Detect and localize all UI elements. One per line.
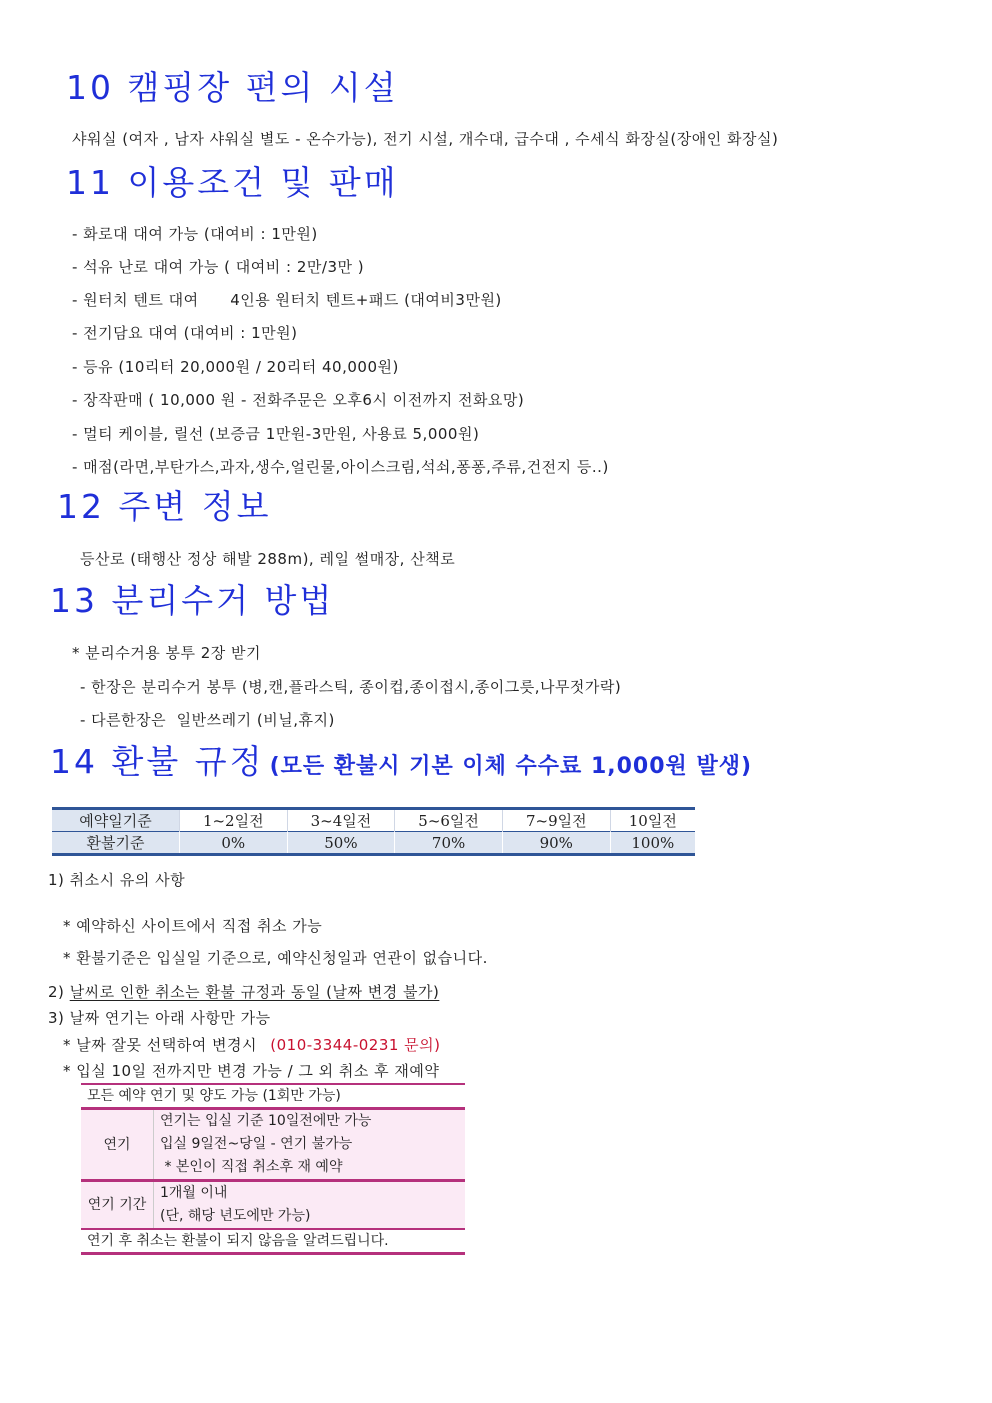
- s11-item: - 전기담요 대여 (대여비 : 1만원): [72, 324, 298, 342]
- table-cell: 1~2일전: [179, 809, 287, 832]
- postpone-table: [81, 1083, 465, 1255]
- table-cell: 예약일기준: [52, 809, 179, 832]
- postpone-label: 연기: [81, 1109, 154, 1181]
- s11-item: - 석유 난로 대여 가능 ( 대여비 : 2만/3만 ): [72, 258, 365, 276]
- s13-item: - 다른한장은 일반쓰레기 (비닐,휴지): [80, 711, 335, 729]
- note-3-item: * 입실 10일 전까지만 변경 가능 / 그 외 취소 후 재예약: [63, 1062, 440, 1080]
- s11-item: - 멀티 케이블, 릴선 (보증금 1만원-3만원, 사용료 5,000원): [72, 425, 480, 443]
- postpone-line: * 본인이 직접 취소후 재 예약: [160, 1159, 343, 1175]
- table-cell: 7~9일전: [502, 809, 610, 832]
- postpone-line: 연기는 입실 기준 10일전에만 가능: [160, 1113, 372, 1129]
- s11-item: - 화로대 대여 가능 (대여비 : 1만원): [72, 225, 318, 243]
- note-1-item: * 환불기준은 입실일 기준으로, 예약신청일과 연관이 없습니다.: [63, 949, 488, 967]
- note-1-title: 1) 취소시 유의 사항: [48, 871, 186, 889]
- s11-item: - 장작판매 ( 10,000 원 - 전화주문은 오후6시 이전까지 전화요망): [72, 391, 525, 409]
- section-14-heading-row: [50, 742, 752, 788]
- table-cell: 70%: [395, 832, 503, 855]
- postpone-line: 입실 9일전~당일 - 연기 불가능: [160, 1136, 353, 1152]
- s13-item: * 분리수거용 봉투 2장 받기: [72, 644, 262, 662]
- postpone-line: 1개월 이내: [160, 1185, 228, 1201]
- section-14-heading: 14 환불 규정: [50, 742, 265, 781]
- s11-item: - 등유 (10리터 20,000원 / 20리터 40,000원): [72, 358, 399, 376]
- table-cell: 10일전: [610, 809, 695, 832]
- refund-table-header: [52, 809, 695, 832]
- table-cell: 5~6일전: [395, 809, 503, 832]
- s11-item: - 매점(라면,부탄가스,과자,생수,얼린물,아이스크림,석쇠,퐁퐁,주류,건전지 등..): [72, 458, 609, 476]
- postpone-row-all: 모든 예약 연기 및 양도 가능 (1회만 가능): [81, 1084, 465, 1109]
- section-12-text: 등산로 (태행산 정상 해발 288m), 레일 썰매장, 산책로: [80, 550, 456, 568]
- section-11-heading: 11 이용조건 및 판매: [66, 163, 399, 202]
- table-row: [81, 1229, 465, 1254]
- postpone-detail: [154, 1109, 466, 1181]
- refund-table-row: [52, 832, 695, 855]
- note-3-title: 3) 날짜 연기는 아래 사항만 가능: [48, 1009, 271, 1027]
- table-row: [81, 1109, 465, 1181]
- note-2: [48, 982, 439, 1002]
- note-2-number: 2): [48, 983, 65, 1001]
- postpone-row-note: 연기 후 취소는 환불이 되지 않음을 알려드립니다.: [81, 1229, 465, 1254]
- table-cell: 100%: [610, 832, 695, 855]
- s11-item: - 원터치 텐트 대여 4인용 원터치 텐트+패드 (대여비3만원): [72, 291, 502, 309]
- table-cell: 환불기준: [52, 832, 179, 855]
- note-3-item-text: * 날짜 잘못 선택하여 변경시: [63, 1036, 257, 1054]
- table-cell: 3~4일전: [287, 809, 395, 832]
- section-14-subheading: (모든 환불시 기본 이체 수수료 1,000원 발생): [269, 754, 753, 779]
- postpone-label: 연기 기간: [81, 1181, 154, 1230]
- table-row: [81, 1181, 465, 1230]
- s13-item: - 한장은 분리수거 봉투 (병,캔,플라스틱, 종이컵,종이접시,종이그릇,나무젓가락): [80, 678, 622, 696]
- note-3-item: [63, 1035, 441, 1055]
- table-cell: 90%: [502, 832, 610, 855]
- note-1-item: * 예약하신 사이트에서 직접 취소 가능: [63, 917, 323, 935]
- postpone-line: (단, 해당 년도에만 가능): [160, 1208, 311, 1224]
- table-cell: 0%: [179, 832, 287, 855]
- postpone-detail: [154, 1181, 466, 1230]
- section-10-heading: 10 캠핑장 편의 시설: [66, 68, 399, 107]
- note-2-text: 날씨로 인한 취소는 환불 규정과 동일 (날짜 변경 불가): [69, 983, 440, 1001]
- section-13-heading: 13 분리수거 방법: [50, 581, 335, 620]
- refund-table: [52, 807, 695, 856]
- section-10-text: 샤워실 (여자 , 남자 샤워실 별도 - 온수가능), 전기 시설, 개수대, 급수대 , 수세식 화장실(장애인 화장실): [72, 130, 779, 148]
- table-row: [81, 1084, 465, 1109]
- section-12-heading: 12 주변 정보: [57, 487, 272, 526]
- table-cell: 50%: [287, 832, 395, 855]
- contact-phone: (010-3344-0231 문의): [270, 1036, 441, 1054]
